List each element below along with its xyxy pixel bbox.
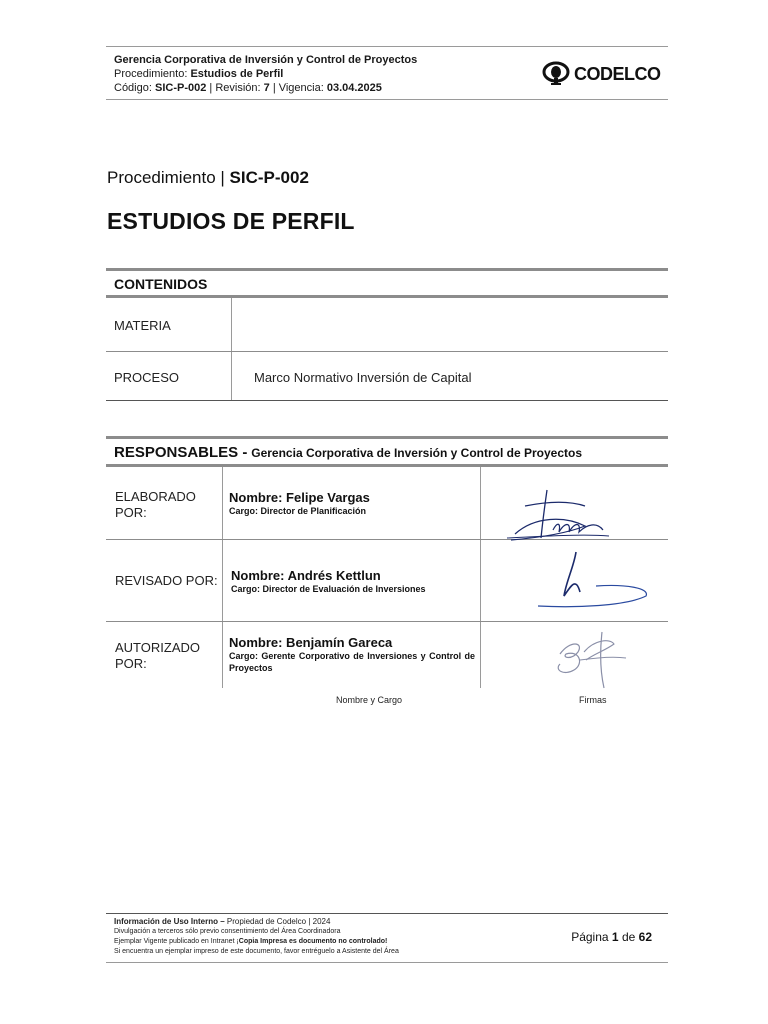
header-procedure: Procedimiento: Estudios de Perfil — [114, 68, 284, 80]
header-bottom-rule — [106, 99, 668, 100]
footer-line-2: Divulgación a terceros sólo previo consentimiento del Área Coordinadora — [114, 928, 341, 935]
header-code-line: Código: SIC-P-002 | Revisión: 7 | Vigencia: 03.04.2025 — [114, 82, 382, 94]
responsables-header-rule — [106, 464, 668, 467]
person-revisado — [231, 568, 477, 595]
person-autorizado — [229, 635, 475, 674]
footer-text — [114, 917, 399, 957]
row-label-materia: MATERIA — [114, 318, 171, 333]
footer-line-3: Ejemplar Vigente publicado en Intranet ¡Copia Impresa es documento no controlado! — [114, 938, 388, 945]
header-org: Gerencia Corporativa de Inversión y Control de Proyectos — [114, 54, 418, 66]
caption-nombre-cargo: Nombre y Cargo — [336, 695, 403, 705]
contenidos-header-rule — [106, 295, 668, 298]
cargo-elaborado: Cargo: Director de Planificación — [229, 506, 367, 516]
signature-benjamin — [550, 630, 630, 690]
responsables-heading: RESPONSABLES - Gerencia Corporativa de Inversión y Control de Proyectos — [114, 444, 583, 461]
name-revisado: Nombre: Andrés Kettlun — [231, 568, 381, 583]
cargo-autorizado: Cargo: Gerente Corporativo de Inversiones y Control de Proyectos — [229, 651, 475, 673]
name-elaborado: Nombre: Felipe Vargas — [229, 490, 370, 505]
document-title: ESTUDIOS DE PERFIL — [107, 208, 355, 234]
contenidos-top-rule — [106, 268, 668, 271]
signature-andres — [536, 548, 652, 610]
name-autorizado: Nombre: Benjamín Gareca — [229, 635, 393, 650]
procedure-line: Procedimiento | SIC-P-002 — [107, 168, 309, 187]
footer-line-1: Información de Uso Interno – Propiedad de Codelco | 2024 — [114, 917, 331, 926]
person-elaborado — [229, 490, 475, 517]
logo-wordmark: CODELCO — [574, 63, 661, 84]
cargo-revisado: Cargo: Director de Evaluación de Inversiones — [231, 584, 426, 594]
signature-felipe — [505, 486, 615, 542]
row-label-proceso: PROCESO — [114, 370, 180, 385]
resp-row-rule-2 — [106, 621, 668, 622]
contenidos-divider — [231, 298, 232, 401]
role-autorizado: AUTORIZADO POR: — [115, 640, 200, 671]
footer-bottom-rule — [106, 962, 668, 963]
contenidos-heading: CONTENIDOS — [114, 276, 208, 292]
contenidos-row-rule — [106, 351, 668, 352]
caption-firmas: Firmas — [579, 695, 607, 705]
header-top-rule — [106, 46, 668, 47]
responsables-top-rule — [106, 436, 668, 439]
codelco-logo — [542, 60, 662, 88]
codelco-logo-icon — [542, 61, 570, 87]
resp-divider-right — [480, 467, 481, 688]
contenidos-bottom-rule — [106, 400, 668, 401]
role-revisado: REVISADO POR: — [115, 573, 218, 588]
footer-line-4: Si encuentra un ejemplar impreso de este documento, favor entréguelo a Asistente del Área — [114, 948, 399, 955]
role-elaborado: ELABORADO POR: — [115, 489, 196, 520]
row-value-proceso: Marco Normativo Inversión de Capital — [254, 370, 472, 385]
header-block — [114, 53, 417, 95]
page-number: Página 1 de 62 — [571, 930, 652, 944]
footer-top-rule — [106, 913, 668, 914]
